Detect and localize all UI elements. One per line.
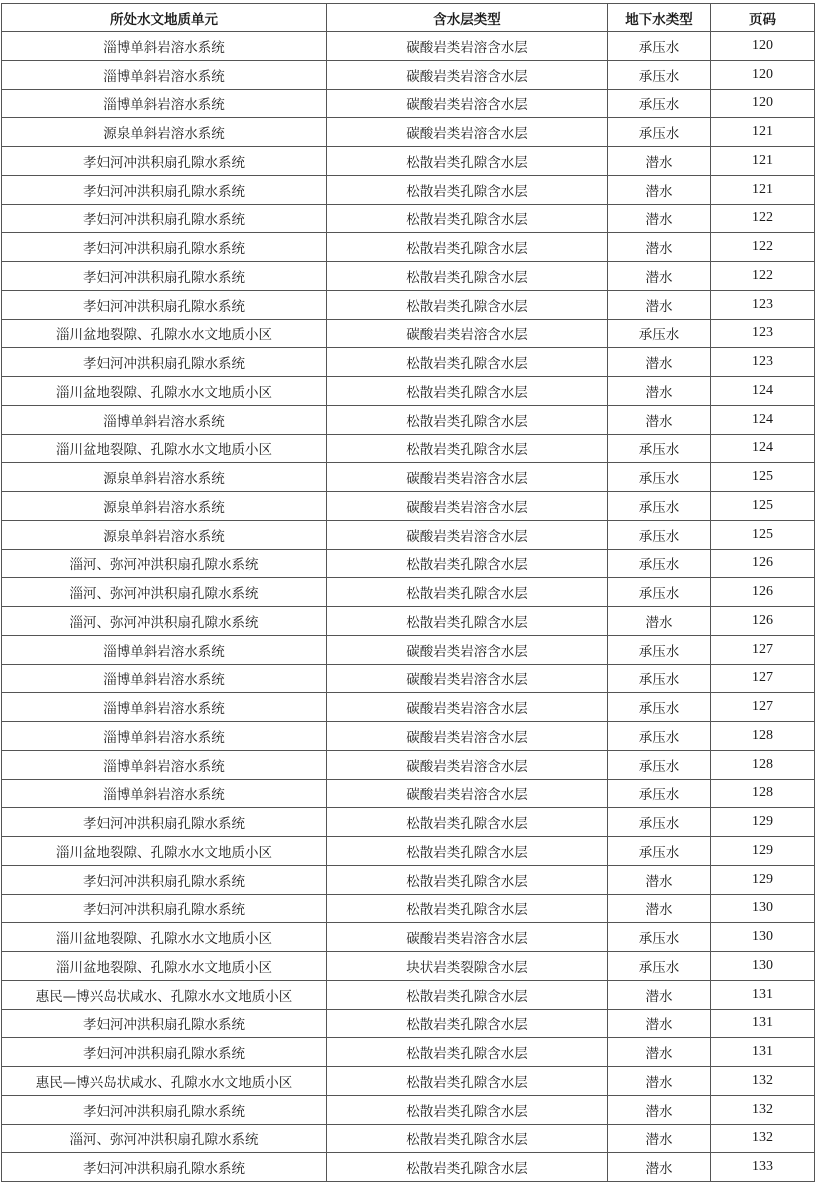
- cell-aquifer-type: 碳酸岩类岩溶含水层: [327, 492, 608, 521]
- cell-aquifer-type: 碳酸岩类岩溶含水层: [327, 118, 608, 147]
- table-row: [2, 1067, 815, 1096]
- cell-groundwater-type: 潜水: [608, 980, 711, 1009]
- cell-groundwater-type: 潜水: [608, 894, 711, 923]
- cell-aquifer-type: 松散岩类孔隙含水层: [327, 980, 608, 1009]
- table-row: [2, 607, 815, 636]
- table-row: [2, 463, 815, 492]
- cell-page-number: 129: [711, 808, 815, 837]
- table-row: [2, 980, 815, 1009]
- cell-hydro-unit: 淄川盆地裂隙、孔隙水水文地质小区: [2, 837, 327, 866]
- header-row: [2, 4, 815, 32]
- cell-groundwater-type: 潜水: [608, 290, 711, 319]
- cell-aquifer-type: 碳酸岩类岩溶含水层: [327, 923, 608, 952]
- cell-page-number: 121: [711, 147, 815, 176]
- cell-groundwater-type: 承压水: [608, 89, 711, 118]
- cell-page-number: 130: [711, 894, 815, 923]
- header-aquifer-type: 含水层类型: [327, 4, 608, 32]
- cell-groundwater-type: 潜水: [608, 1009, 711, 1038]
- cell-hydro-unit: 淄博单斜岩溶水系统: [2, 779, 327, 808]
- cell-aquifer-type: 松散岩类孔隙含水层: [327, 894, 608, 923]
- cell-page-number: 128: [711, 722, 815, 751]
- cell-groundwater-type: 潜水: [608, 405, 711, 434]
- cell-aquifer-type: 松散岩类孔隙含水层: [327, 607, 608, 636]
- table-row: [2, 1009, 815, 1038]
- table-body: [2, 32, 815, 1182]
- cell-aquifer-type: 碳酸岩类岩溶含水层: [327, 779, 608, 808]
- cell-aquifer-type: 松散岩类孔隙含水层: [327, 377, 608, 406]
- cell-page-number: 127: [711, 635, 815, 664]
- cell-aquifer-type: 碳酸岩类岩溶含水层: [327, 722, 608, 751]
- cell-hydro-unit: 孝妇河冲洪积扇孔隙水系统: [2, 1153, 327, 1182]
- cell-page-number: 122: [711, 262, 815, 291]
- cell-aquifer-type: 松散岩类孔隙含水层: [327, 175, 608, 204]
- cell-page-number: 123: [711, 348, 815, 377]
- cell-page-number: 131: [711, 980, 815, 1009]
- cell-groundwater-type: 潜水: [608, 262, 711, 291]
- cell-groundwater-type: 潜水: [608, 1153, 711, 1182]
- cell-aquifer-type: 松散岩类孔隙含水层: [327, 434, 608, 463]
- table-row: [2, 1124, 815, 1153]
- cell-hydro-unit: 淄博单斜岩溶水系统: [2, 89, 327, 118]
- cell-hydro-unit: 孝妇河冲洪积扇孔隙水系统: [2, 204, 327, 233]
- cell-page-number: 121: [711, 118, 815, 147]
- cell-hydro-unit: 孝妇河冲洪积扇孔隙水系统: [2, 147, 327, 176]
- cell-page-number: 124: [711, 377, 815, 406]
- cell-hydro-unit: 淄博单斜岩溶水系统: [2, 750, 327, 779]
- cell-hydro-unit: 淄博单斜岩溶水系统: [2, 635, 327, 664]
- table-row: [2, 204, 815, 233]
- cell-groundwater-type: 潜水: [608, 147, 711, 176]
- cell-groundwater-type: 承压水: [608, 492, 711, 521]
- table-row: [2, 290, 815, 319]
- cell-aquifer-type: 松散岩类孔隙含水层: [327, 1124, 608, 1153]
- cell-aquifer-type: 碳酸岩类岩溶含水层: [327, 89, 608, 118]
- cell-hydro-unit: 惠民—博兴岛状咸水、孔隙水水文地质小区: [2, 980, 327, 1009]
- cell-groundwater-type: 承压水: [608, 463, 711, 492]
- table-row: [2, 405, 815, 434]
- cell-aquifer-type: 松散岩类孔隙含水层: [327, 578, 608, 607]
- cell-aquifer-type: 块状岩类裂隙含水层: [327, 952, 608, 981]
- cell-hydro-unit: 孝妇河冲洪积扇孔隙水系统: [2, 894, 327, 923]
- cell-hydro-unit: 孝妇河冲洪积扇孔隙水系统: [2, 233, 327, 262]
- header-hydro-unit: 所处水文地质单元: [2, 4, 327, 32]
- cell-hydro-unit: 淄河、弥河冲洪积扇孔隙水系统: [2, 549, 327, 578]
- aquifer-table: [1, 3, 815, 1182]
- cell-groundwater-type: 潜水: [608, 1067, 711, 1096]
- cell-aquifer-type: 碳酸岩类岩溶含水层: [327, 520, 608, 549]
- cell-hydro-unit: 淄博单斜岩溶水系统: [2, 722, 327, 751]
- cell-groundwater-type: 承压水: [608, 60, 711, 89]
- cell-hydro-unit: 淄川盆地裂隙、孔隙水水文地质小区: [2, 923, 327, 952]
- table-row: [2, 837, 815, 866]
- cell-hydro-unit: 淄博单斜岩溶水系统: [2, 32, 327, 61]
- cell-page-number: 123: [711, 290, 815, 319]
- table-row: [2, 520, 815, 549]
- cell-hydro-unit: 源泉单斜岩溶水系统: [2, 492, 327, 521]
- cell-groundwater-type: 潜水: [608, 1124, 711, 1153]
- table-row: [2, 1153, 815, 1182]
- cell-groundwater-type: 承压水: [608, 520, 711, 549]
- cell-aquifer-type: 碳酸岩类岩溶含水层: [327, 635, 608, 664]
- cell-aquifer-type: 松散岩类孔隙含水层: [327, 837, 608, 866]
- table-row: [2, 118, 815, 147]
- cell-groundwater-type: 承压水: [608, 722, 711, 751]
- cell-aquifer-type: 松散岩类孔隙含水层: [327, 290, 608, 319]
- cell-groundwater-type: 潜水: [608, 607, 711, 636]
- cell-aquifer-type: 松散岩类孔隙含水层: [327, 865, 608, 894]
- cell-page-number: 126: [711, 607, 815, 636]
- cell-groundwater-type: 承压水: [608, 837, 711, 866]
- cell-page-number: 120: [711, 32, 815, 61]
- table-row: [2, 348, 815, 377]
- table-row: [2, 894, 815, 923]
- cell-groundwater-type: 承压水: [608, 434, 711, 463]
- cell-hydro-unit: 淄河、弥河冲洪积扇孔隙水系统: [2, 578, 327, 607]
- table-row: [2, 1038, 815, 1067]
- cell-page-number: 132: [711, 1124, 815, 1153]
- cell-aquifer-type: 松散岩类孔隙含水层: [327, 1038, 608, 1067]
- cell-page-number: 120: [711, 89, 815, 118]
- cell-aquifer-type: 碳酸岩类岩溶含水层: [327, 664, 608, 693]
- cell-hydro-unit: 孝妇河冲洪积扇孔隙水系统: [2, 865, 327, 894]
- table-row: [2, 60, 815, 89]
- cell-page-number: 127: [711, 664, 815, 693]
- cell-page-number: 127: [711, 693, 815, 722]
- cell-page-number: 132: [711, 1095, 815, 1124]
- cell-aquifer-type: 松散岩类孔隙含水层: [327, 1095, 608, 1124]
- table-row: [2, 750, 815, 779]
- cell-page-number: 122: [711, 204, 815, 233]
- table-row: [2, 434, 815, 463]
- table-row: [2, 693, 815, 722]
- cell-page-number: 132: [711, 1067, 815, 1096]
- table-row: [2, 492, 815, 521]
- cell-aquifer-type: 松散岩类孔隙含水层: [327, 1067, 608, 1096]
- cell-aquifer-type: 碳酸岩类岩溶含水层: [327, 319, 608, 348]
- cell-groundwater-type: 承压水: [608, 118, 711, 147]
- cell-hydro-unit: 源泉单斜岩溶水系统: [2, 118, 327, 147]
- cell-groundwater-type: 承压水: [608, 693, 711, 722]
- table-header: [2, 4, 815, 32]
- cell-groundwater-type: 潜水: [608, 175, 711, 204]
- header-groundwater-type: 地下水类型: [608, 4, 711, 32]
- cell-groundwater-type: 承压水: [608, 779, 711, 808]
- table-row: [2, 952, 815, 981]
- cell-page-number: 123: [711, 319, 815, 348]
- cell-hydro-unit: 淄博单斜岩溶水系统: [2, 693, 327, 722]
- cell-page-number: 129: [711, 865, 815, 894]
- cell-groundwater-type: 潜水: [608, 348, 711, 377]
- cell-aquifer-type: 松散岩类孔隙含水层: [327, 204, 608, 233]
- cell-page-number: 129: [711, 837, 815, 866]
- table-row: [2, 865, 815, 894]
- cell-aquifer-type: 松散岩类孔隙含水层: [327, 348, 608, 377]
- table-row: [2, 89, 815, 118]
- cell-page-number: 131: [711, 1038, 815, 1067]
- cell-page-number: 124: [711, 434, 815, 463]
- cell-hydro-unit: 孝妇河冲洪积扇孔隙水系统: [2, 1038, 327, 1067]
- table-row: [2, 664, 815, 693]
- cell-hydro-unit: 孝妇河冲洪积扇孔隙水系统: [2, 175, 327, 204]
- cell-hydro-unit: 淄博单斜岩溶水系统: [2, 664, 327, 693]
- cell-groundwater-type: 潜水: [608, 377, 711, 406]
- cell-aquifer-type: 碳酸岩类岩溶含水层: [327, 750, 608, 779]
- cell-hydro-unit: 淄川盆地裂隙、孔隙水水文地质小区: [2, 377, 327, 406]
- table-row: [2, 1095, 815, 1124]
- cell-groundwater-type: 潜水: [608, 1095, 711, 1124]
- cell-page-number: 121: [711, 175, 815, 204]
- cell-hydro-unit: 孝妇河冲洪积扇孔隙水系统: [2, 262, 327, 291]
- cell-aquifer-type: 松散岩类孔隙含水层: [327, 147, 608, 176]
- table-row: [2, 722, 815, 751]
- cell-groundwater-type: 承压水: [608, 923, 711, 952]
- cell-groundwater-type: 承压水: [608, 578, 711, 607]
- cell-aquifer-type: 松散岩类孔隙含水层: [327, 549, 608, 578]
- header-page-number: 页码: [711, 4, 815, 32]
- cell-hydro-unit: 源泉单斜岩溶水系统: [2, 463, 327, 492]
- cell-page-number: 130: [711, 923, 815, 952]
- cell-aquifer-type: 松散岩类孔隙含水层: [327, 262, 608, 291]
- table-row: [2, 262, 815, 291]
- cell-aquifer-type: 松散岩类孔隙含水层: [327, 233, 608, 262]
- cell-groundwater-type: 承压水: [608, 664, 711, 693]
- cell-hydro-unit: 孝妇河冲洪积扇孔隙水系统: [2, 808, 327, 837]
- table-row: [2, 32, 815, 61]
- cell-page-number: 131: [711, 1009, 815, 1038]
- cell-page-number: 124: [711, 405, 815, 434]
- cell-aquifer-type: 松散岩类孔隙含水层: [327, 1153, 608, 1182]
- cell-groundwater-type: 潜水: [608, 1038, 711, 1067]
- cell-aquifer-type: 碳酸岩类岩溶含水层: [327, 693, 608, 722]
- cell-page-number: 128: [711, 750, 815, 779]
- cell-hydro-unit: 孝妇河冲洪积扇孔隙水系统: [2, 290, 327, 319]
- cell-page-number: 122: [711, 233, 815, 262]
- table-row: [2, 808, 815, 837]
- cell-hydro-unit: 淄博单斜岩溶水系统: [2, 60, 327, 89]
- table-row: [2, 549, 815, 578]
- table-row: [2, 779, 815, 808]
- cell-groundwater-type: 承压水: [608, 808, 711, 837]
- cell-groundwater-type: 承压水: [608, 635, 711, 664]
- cell-groundwater-type: 承压水: [608, 952, 711, 981]
- table-row: [2, 175, 815, 204]
- cell-groundwater-type: 承压水: [608, 549, 711, 578]
- table-row: [2, 233, 815, 262]
- cell-groundwater-type: 承压水: [608, 319, 711, 348]
- cell-page-number: 126: [711, 578, 815, 607]
- cell-groundwater-type: 潜水: [608, 233, 711, 262]
- cell-page-number: 125: [711, 492, 815, 521]
- cell-hydro-unit: 源泉单斜岩溶水系统: [2, 520, 327, 549]
- cell-aquifer-type: 松散岩类孔隙含水层: [327, 1009, 608, 1038]
- cell-hydro-unit: 淄川盆地裂隙、孔隙水水文地质小区: [2, 952, 327, 981]
- cell-page-number: 126: [711, 549, 815, 578]
- cell-groundwater-type: 承压水: [608, 750, 711, 779]
- table-row: [2, 377, 815, 406]
- cell-page-number: 133: [711, 1153, 815, 1182]
- cell-hydro-unit: 淄河、弥河冲洪积扇孔隙水系统: [2, 1124, 327, 1153]
- cell-aquifer-type: 碳酸岩类岩溶含水层: [327, 463, 608, 492]
- table-row: [2, 923, 815, 952]
- cell-aquifer-type: 松散岩类孔隙含水层: [327, 808, 608, 837]
- cell-aquifer-type: 松散岩类孔隙含水层: [327, 405, 608, 434]
- cell-groundwater-type: 承压水: [608, 32, 711, 61]
- table-row: [2, 319, 815, 348]
- cell-hydro-unit: 淄河、弥河冲洪积扇孔隙水系统: [2, 607, 327, 636]
- table-row: [2, 578, 815, 607]
- cell-hydro-unit: 孝妇河冲洪积扇孔隙水系统: [2, 1095, 327, 1124]
- cell-hydro-unit: 淄川盆地裂隙、孔隙水水文地质小区: [2, 434, 327, 463]
- cell-page-number: 128: [711, 779, 815, 808]
- cell-groundwater-type: 潜水: [608, 865, 711, 894]
- cell-page-number: 130: [711, 952, 815, 981]
- cell-hydro-unit: 淄博单斜岩溶水系统: [2, 405, 327, 434]
- cell-groundwater-type: 潜水: [608, 204, 711, 233]
- cell-aquifer-type: 碳酸岩类岩溶含水层: [327, 60, 608, 89]
- cell-hydro-unit: 淄川盆地裂隙、孔隙水水文地质小区: [2, 319, 327, 348]
- cell-page-number: 125: [711, 520, 815, 549]
- cell-page-number: 120: [711, 60, 815, 89]
- table-row: [2, 635, 815, 664]
- cell-aquifer-type: 碳酸岩类岩溶含水层: [327, 32, 608, 61]
- cell-hydro-unit: 惠民—博兴岛状咸水、孔隙水水文地质小区: [2, 1067, 327, 1096]
- table-row: [2, 147, 815, 176]
- cell-hydro-unit: 孝妇河冲洪积扇孔隙水系统: [2, 1009, 327, 1038]
- cell-page-number: 125: [711, 463, 815, 492]
- cell-hydro-unit: 孝妇河冲洪积扇孔隙水系统: [2, 348, 327, 377]
